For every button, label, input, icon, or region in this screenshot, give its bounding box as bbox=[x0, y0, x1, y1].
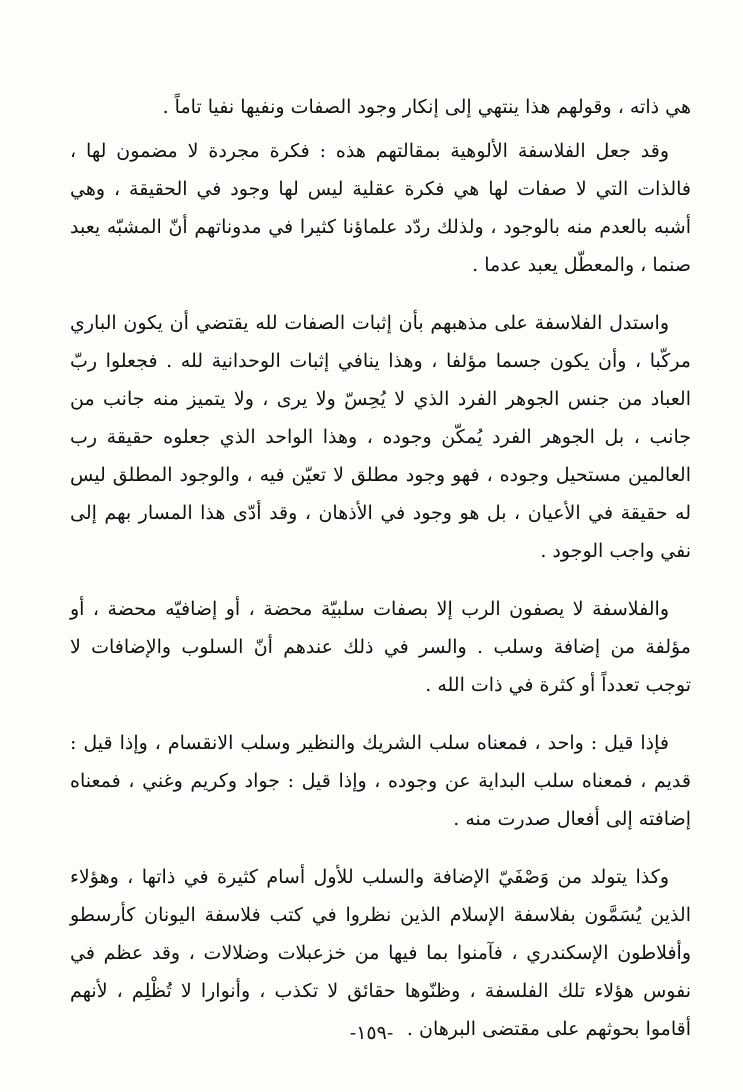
body-text bbox=[70, 88, 691, 1048]
paragraph-4: والفلاسفة لا يصفون الرب إلا بصفات سلبيّة محضة ، أو إضافيّه محضة ، أو مؤلفة من إضافة وسلب . والسر في ذلك عندهم أنّ السلوب والإضافات لا توجب تعدداً أو كثرة في ذات الله . bbox=[70, 598, 691, 696]
page-number: -١٥٩- bbox=[349, 1022, 394, 1044]
paragraph-1: هي ذاته ، وقولهم هذا ينتهي إلى إنكار وجود الصفات ونفيها نفيا تاماً . bbox=[162, 96, 691, 118]
paragraph-5: فإذا قيل : واحد ، فمعناه سلب الشريك والنظير وسلب الانقسام ، وإذا قيل : قديم ، فمعناه سلب البداية عن وجوده ، وإذا قيل : جواد وكريم وغني ، فمعناه إضافته إلى أفعال صدرت منه . bbox=[70, 732, 691, 830]
paragraph-3: واستدل الفلاسفة على مذهبهم بأن إثبات الصفات لله يقتضي أن يكون الباري مركّبا ، وأن يكون جسما مؤلفا ، وهذا ينافي إثبات الوحدانية لله . فجعلوا ربّ العباد من جنس الجوهر الفرد الذي لا يُحِسّ ولا يرى ، ولا يتميز منه جانب من جانب ، بل الجوهر الفرد يُمكّن وجوده ، وهذا الواحد الذي جعلوه حقيقة رب العالمين مستحيل وجوده ، فهو وجود مطلق لا تعيّن فيه ، والوجود المطلق ليس له حقيقة في الأعيان ، بل هو وجود في الأذهان ، وقد أدّى هذا المسار بهم إلى نفي واجب الوجود . bbox=[70, 312, 691, 562]
paragraph-6: وكذا يتولد من وَصْفَيّ الإضافة والسلب للأول أسام كثيرة في ذاتها ، وهؤلاء الذين يُسَمَّون بفلاسفة الإسلام الذين نظروا في كتب فلاسفة اليونان كأرسطو وأفلاطون الإسكندري ، فآمنوا بما فيها من خزعبلات وضلالات ، وقد عظم في نفوس هؤلاء تلك الفلسفة ، وظنّوها حقائق لا تكذب ، وأنوارا لا تُظْلِم ، لأنهم أقاموا بحوثهم على مقتضى البرهان . bbox=[70, 866, 691, 1040]
paragraph-2: وقد جعل الفلاسفة الألوهية بمقالتهم هذه : فكرة مجردة لا مضمون لها ، فالذات التي لا صفات لها هي فكرة عقلية ليس لها وجود في الحقيقة ، وهي أشبه بالعدم منه بالوجود ، ولذلك ردّد علماؤنا كثيرا في مدوناتهم أنّ المشبّه يعبد صنما ، والمعطّل يعبد عدما . bbox=[70, 140, 691, 276]
